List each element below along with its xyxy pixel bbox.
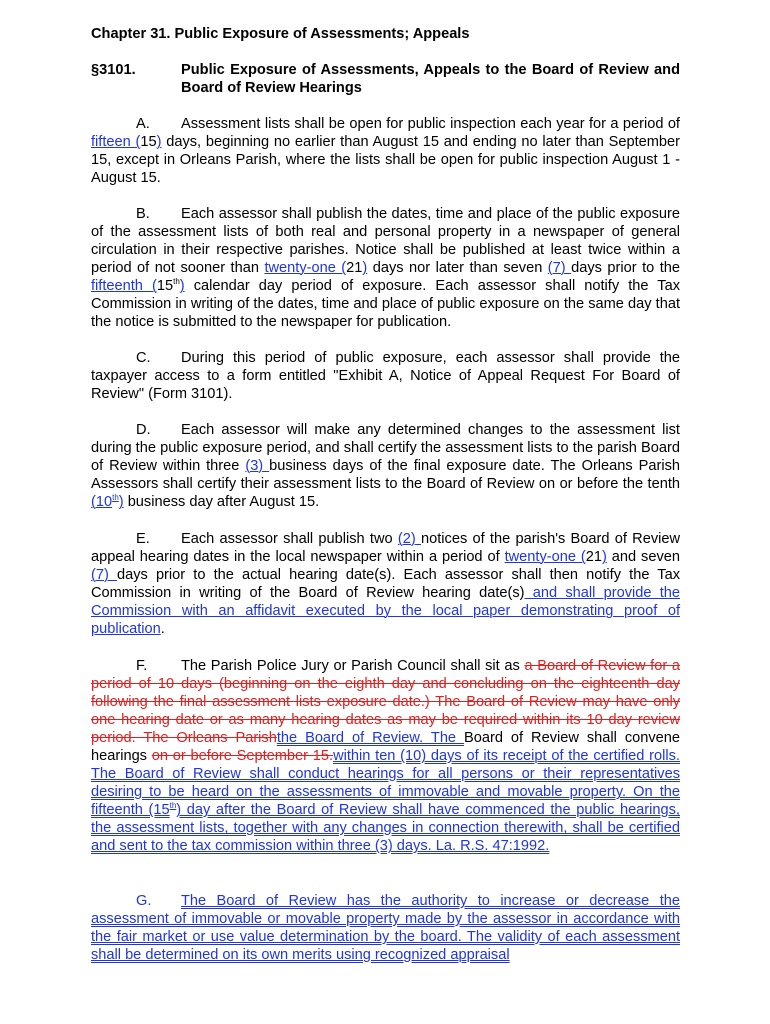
- paragraph-a: [91, 115, 680, 187]
- superscript: th: [173, 277, 180, 287]
- paragraph-b: [91, 205, 680, 331]
- inserted-text: the Board of Review. The: [276, 730, 465, 747]
- text-run: days prior to the actual hearing date(s). Each assessor shall then notify the Tax Commission in writing of the Board of Review hearing date(s): [91, 567, 681, 602]
- text-run: 21: [585, 549, 602, 566]
- paragraph-f: [91, 657, 680, 856]
- text-run: .: [160, 621, 165, 638]
- inserted-text: ): [601, 549, 607, 566]
- text-run: calendar day period of exposure. Each assessor shall notify the Tax Commission in writing of the dates, time and place of public exposure on the same day that the notice is submitted to the newspaper for publication.: [91, 278, 680, 331]
- inserted-text: ): [362, 260, 368, 277]
- chapter-heading: Chapter 31. Public Exposure of Assessments; Appeals: [91, 26, 470, 42]
- inserted-text: ): [156, 134, 162, 151]
- text-run: business day after August 15.: [123, 494, 320, 511]
- inserted-text: and shall provide the Commission with an affidavit executed by the local paper demonstrating proof of publication: [91, 585, 680, 638]
- text-run: Assessment lists shall be open for public inspection each year for a period of: [181, 116, 680, 132]
- inserted-text: twenty-one (: [504, 549, 586, 566]
- inserted-text: (10: [91, 494, 113, 511]
- text-run: days nor later than seven: [367, 260, 548, 277]
- text-run: The Board of Review has the authority to increase or decrease the assessment of immovable or movable property made by the assessor in accordance with the fair market or use value determination by the board. The validity of each assessment shall be determined on its own merits using recognized appraisal: [91, 893, 680, 964]
- text-run: Board of Review shall convene hearings: [91, 730, 680, 765]
- section-number: §3101.: [91, 62, 136, 78]
- inserted-text: fifteen (: [91, 134, 141, 151]
- text-run: 15: [156, 278, 174, 295]
- text-run: days, beginning no earlier than August 15 and ending no later than September 15, except in Orleans Parish, where the lists shall be open for public inspection August 1 - August 15.: [91, 134, 681, 187]
- text-run: 15: [140, 134, 157, 151]
- paragraph-letter: F.: [136, 658, 148, 674]
- text-run: The Parish Police Jury or Parish Council shall sit as: [181, 658, 525, 674]
- text-run: During this period of public exposure, each assessor shall provide the taxpayer access to a form entitled "Exhibit A, Notice of Appeal Request For Board of Review" (Form 3101).: [91, 350, 680, 403]
- paragraph-letter: B.: [136, 206, 150, 222]
- text-run: business days of the final exposure date. The Orleans Parish Assessors shall certify their assessment lists to the Board of Review on or before the tenth: [91, 458, 680, 493]
- text-run: Each assessor shall publish the dates, time and place of the public exposure of the assessment lists of both real and personal property in a newspaper of general circulation in their respective parishes. Notice shall be published at least twice within a period of not sooner than: [91, 206, 680, 277]
- section-title: Public Exposure of Assessments, Appeals to the Board of Review and Board of Review Hearings: [181, 62, 680, 97]
- inserted-text: within ten (10) days of its receipt of the certified rolls. The Board of Review shall conduct hearings for all persons or their representatives desiring to be heard on the assessments of immovable and movable property. On the fifteenth (15: [91, 748, 680, 819]
- text-run: Each assessor will make any determined changes to the assessment list during the public exposure period, and shall certify the assessment lists to the parish Board of Review within three: [91, 422, 680, 475]
- text-run: notices of the parish's Board of Review appeal hearing dates in the local newspaper within a period of: [91, 531, 681, 566]
- paragraph-e: [91, 530, 680, 638]
- inserted-text: ): [179, 278, 185, 295]
- paragraph-letter: G.: [136, 893, 152, 909]
- paragraph-g: [91, 892, 680, 964]
- superscript: th: [169, 801, 177, 811]
- inserted-text: (3): [245, 458, 270, 475]
- inserted-text: twenty-one (: [264, 260, 347, 277]
- inserted-text: fifteenth (: [91, 278, 157, 295]
- paragraph-d: [91, 421, 680, 511]
- deleted-text: on or before September 15.: [151, 748, 334, 765]
- paragraph-letter: D.: [136, 422, 151, 438]
- inserted-text: [91, 893, 680, 963]
- inserted-text: (7): [91, 567, 117, 584]
- inserted-text: ) day after the Board of Review shall have commenced the public hearings, the assessment lists, together with any changes in connection therewith, shall be certified and sent to the tax commission within three (3) days. La. R.S. 47:1992.: [91, 802, 680, 855]
- paragraph-c: [91, 349, 680, 403]
- superscript: th: [112, 493, 119, 503]
- text-run: 21: [346, 260, 363, 277]
- paragraph-letter: C.: [136, 350, 151, 366]
- inserted-text: (7): [547, 260, 572, 277]
- deleted-text: a Board of Review for a period of 10 days (beginning on the eighth day and concluding on the eighteenth day following the final assessment lists exposure date.) The Board of Review may have only one hearing date or as many hearing dates as may be required within its 10 day review period. The Orleans Parish: [91, 658, 680, 747]
- text-run: days prior to the: [571, 260, 681, 277]
- text-run: Each assessor shall publish two: [181, 531, 398, 547]
- text-run: and seven: [606, 549, 680, 566]
- paragraph-letter: E.: [136, 531, 150, 547]
- inserted-text: (2): [397, 531, 421, 547]
- inserted-text: ): [118, 494, 124, 511]
- paragraph-letter: A.: [136, 116, 150, 132]
